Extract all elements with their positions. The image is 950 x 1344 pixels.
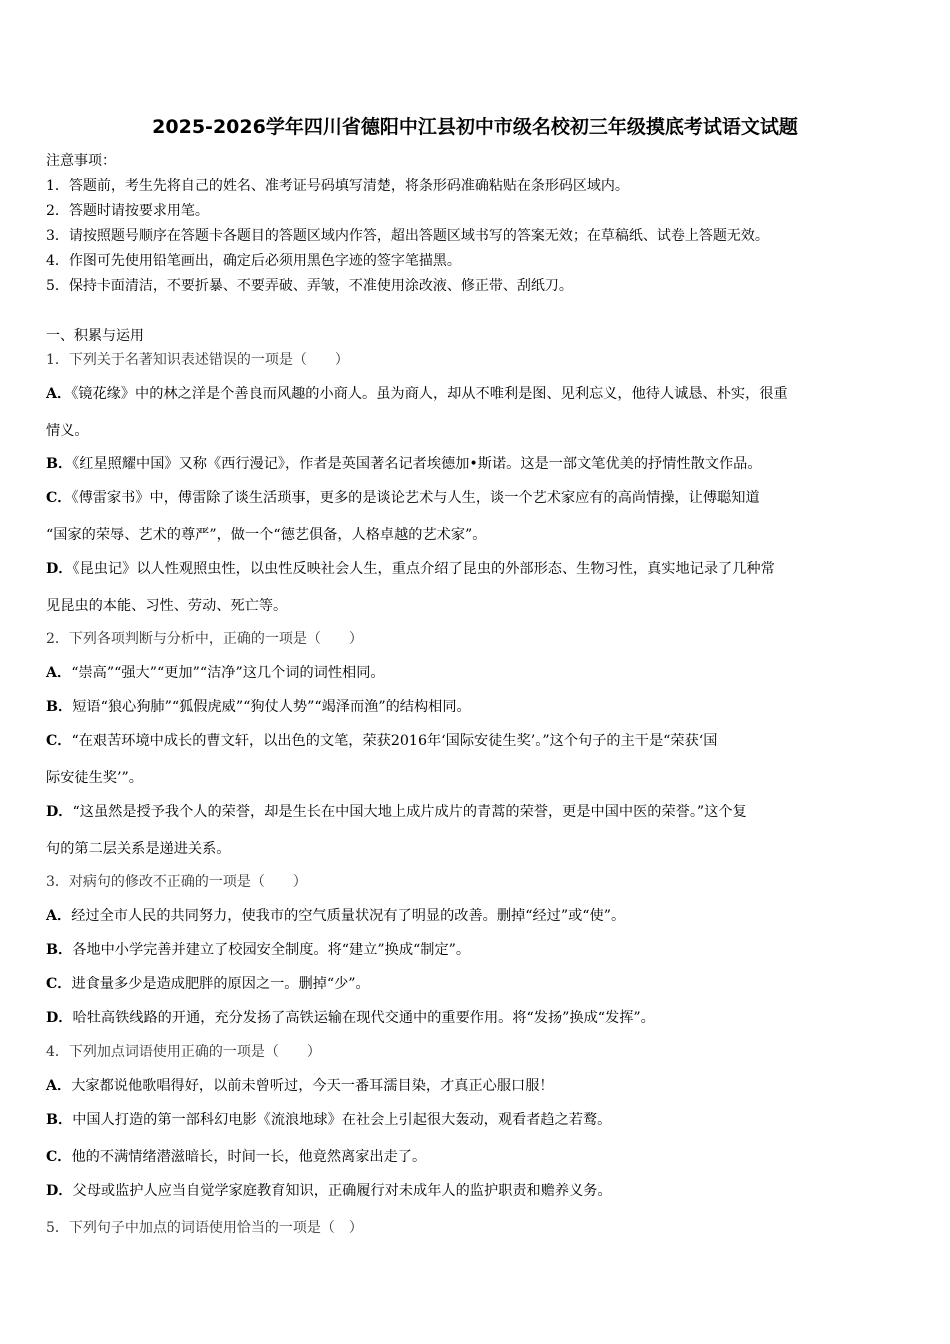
option-label: A． xyxy=(46,908,72,924)
option-a-continued: 情义。 xyxy=(46,423,89,439)
page-title: 2025-2026学年四川省德阳中江县初中市级名校初三年级摸底考试语文试题 xyxy=(152,116,798,138)
notice-heading: 注意事项： xyxy=(46,153,116,169)
option-label: A． xyxy=(46,1078,72,1094)
option-d xyxy=(46,1008,655,1028)
question-stem: 4．下列加点词语使用正确的一项是（ ） xyxy=(46,1044,321,1060)
option-a xyxy=(46,384,788,404)
option-text: 经过全市人民的共同努力，使我市的空气质量状况有了明显的改善。删掉“经过”或“使”。 xyxy=(71,908,626,924)
option-label: B． xyxy=(46,699,73,715)
option-text: “这虽然是授予我个人的荣誉，却是生长在中国大地上成片成片的青蒿的荣誉，更是中国中医的荣誉。”这个复 xyxy=(72,804,747,820)
option-c xyxy=(46,488,760,508)
option-b xyxy=(46,1110,611,1130)
option-label: C． xyxy=(46,976,72,992)
option-label: A． xyxy=(46,665,72,681)
option-text: 进食量多少是造成肥胖的原因之一。删掉“少”。 xyxy=(71,976,370,992)
question-stem: 3．对病句的修改不正确的一项是（ ） xyxy=(46,874,307,890)
option-text: 他的不满情绪潜滋暗长，时间一长，他竟然离家出走了。 xyxy=(71,1149,427,1165)
option-text: 《红星照耀中国》又称《西行漫记》，作者是英国著名记者埃德加•斯诺。这是一部文笔优美的抒情性散文作品。 xyxy=(72,456,762,472)
option-b xyxy=(46,697,471,717)
question-stem: 1．下列关于名著知识表述错误的一项是（ ） xyxy=(46,352,349,368)
option-label: A． xyxy=(46,386,72,402)
option-text: “在艰苦环境中成长的曹文轩，以出色的文笔，荣获2016年‘国际安徒生奖’。”这个句子的主干是“荣获‘国 xyxy=(71,733,718,749)
section-heading: 一、积累与运用 xyxy=(46,328,144,344)
option-label: B． xyxy=(46,456,73,472)
notice-item: 1．答题前，考生先将自己的姓名、准考证号码填写清楚，将条形码准确粘贴在条形码区域内。 xyxy=(46,178,629,194)
option-text: “崇高”“强大”“更加”“洁净”这几个词的词性相同。 xyxy=(71,665,385,681)
option-label: D． xyxy=(46,1183,73,1199)
question-stem: 5．下列句子中加点的词语使用恰当的一项是（ ） xyxy=(46,1220,363,1236)
option-a xyxy=(46,663,385,683)
notice-item: 3．请按照题号顺序在答题卡各题目的答题区域内作答，超出答题区域书写的答案无效；在草稿纸、试卷上答题无效。 xyxy=(46,228,769,244)
option-text: 父母或监护人应当自觉学家庭教育知识，正确履行对未成年人的监护职责和赡养义务。 xyxy=(72,1183,612,1199)
option-c xyxy=(46,731,717,751)
option-label: D． xyxy=(46,561,73,577)
option-d xyxy=(46,559,775,579)
option-b xyxy=(46,940,470,960)
option-label: C． xyxy=(46,490,72,506)
option-text: 各地中小学完善并建立了校园安全制度。将“建立”换成“制定”。 xyxy=(72,942,471,958)
option-text: 《昆虫记》以人性观照虫性，以虫性反映社会人生，重点介绍了昆虫的外部形态、生物习性，真实地记录了几种常 xyxy=(72,561,775,577)
option-c-continued: 际安徒生奖’”。 xyxy=(46,770,143,786)
option-text: 大家都说他歌唱得好，以前未曾听过，今天一番耳濡目染，才真正心服口服！ xyxy=(71,1078,554,1094)
question-stem: 2．下列各项判断与分析中，正确的一项是（ ） xyxy=(46,631,363,647)
option-text: 中国人打造的第一部科幻电影《流浪地球》在社会上引起很大轰动，观看者趋之若鹜。 xyxy=(72,1112,612,1128)
option-text: 短语“狼心狗肺”“狐假虎威”“狗仗人势”“竭泽而渔”的结构相同。 xyxy=(72,699,471,715)
option-text: 哈牡高铁线路的开通，充分发扬了高铁运输在现代交通中的重要作用。将“发扬”换成“发挥”。 xyxy=(72,1010,655,1026)
option-c-continued: “国家的荣辱、艺术的尊严”，做一个“德艺俱备，人格卓越的艺术家”。 xyxy=(46,527,487,543)
option-text: 《傅雷家书》中，傅雷除了谈生活琐事，更多的是谈论艺术与人生，谈一个艺术家应有的高尚情操，让傅聪知道 xyxy=(71,490,760,506)
option-b xyxy=(46,454,762,474)
option-label: C． xyxy=(46,733,72,749)
option-d xyxy=(46,1181,612,1201)
option-d-continued: 见昆虫的本能、习性、劳动、死亡等。 xyxy=(46,598,288,614)
option-label: B． xyxy=(46,942,73,958)
option-c xyxy=(46,1147,426,1167)
option-label: C． xyxy=(46,1149,72,1165)
notice-item: 5．保持卡面清洁，不要折暴、不要弄破、弄皱，不准使用涂改液、修正带、刮纸刀。 xyxy=(46,278,573,294)
option-text: 《镜花缘》中的林之洋是个善良而风趣的小商人。虽为商人，却从不唯利是图、见利忘义，他待人诚恳、朴实，很重 xyxy=(71,386,788,402)
option-a xyxy=(46,1076,554,1096)
option-a xyxy=(46,906,625,926)
option-label: D． xyxy=(46,804,73,820)
option-d xyxy=(46,802,747,822)
option-d-continued: 句的第二层关系是递进关系。 xyxy=(46,841,231,857)
option-label: B． xyxy=(46,1112,73,1128)
notice-item: 2．答题时请按要求用笔。 xyxy=(46,203,209,219)
option-c xyxy=(46,974,370,994)
notice-item: 4．作图可先使用铅笔画出，确定后必须用黑色字迹的签字笔描黑。 xyxy=(46,253,461,269)
option-label: D． xyxy=(46,1010,73,1026)
